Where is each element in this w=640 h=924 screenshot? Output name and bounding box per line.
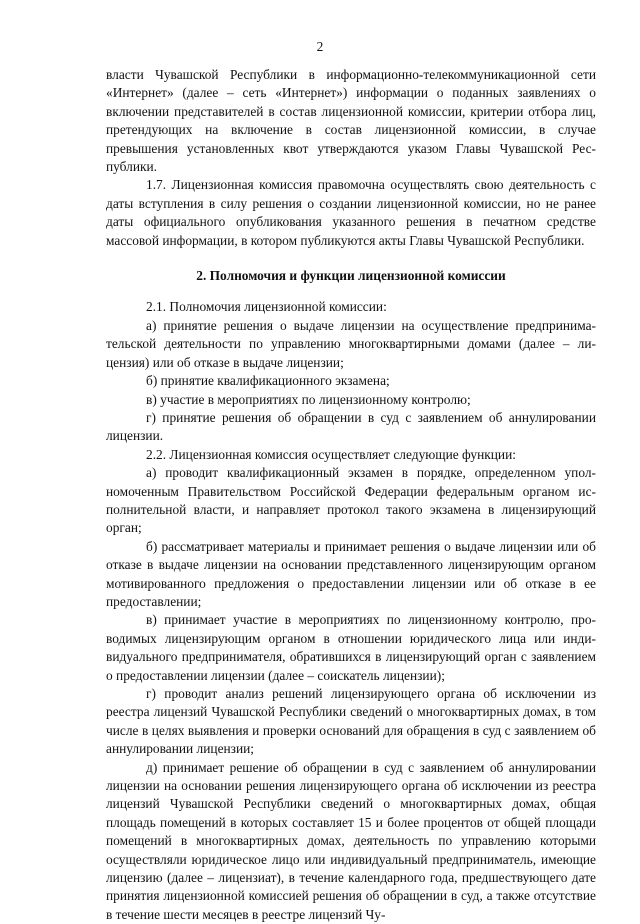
list-item-2-1-a: а) принятие решения о выдаче лицензии на осуществление предпринимательской деятельности по управлению многоквартирными домами (далее – лицензия) или об отказе в выдаче лицензии; (106, 317, 596, 370)
list-item-2-1-b: б) принятие квалификационного экзамена; (146, 373, 390, 389)
list-item-2-2-g: г) проводит анализ решений лицензирующего органа об исключении из реестра лицензий Чувашской Республики сведений о многоквартирных домах, в том числе в целях выявления и проверки оснований для обращения в суд с заявлением об аннулировании лицензии; (106, 686, 596, 757)
list-item-2-2-d: д) принимает решение об обращении в суд с заявлением об аннулировании лицензии на основании решения лицензирующего органа об исключении из реестра лицензий Чувашской Республики сведений о многоквартирных домах, общая площадь помещений в которых составляет 15 и более процентов от общей площади помещений в многоквартирных домах, деятельность по управлению которыми осуществляли юридическое лицо или индивидуальный предприниматель, имеющие лицензию (далее – лицензиат), в течение календарного года, предшествующего дате принятия лицензионной комиссией решения об обращении в суд, а также отсутствие в течение шести месяцев в реестре лицензий Чу- (106, 759, 596, 922)
document-body (106, 66, 596, 924)
list-item-2-2-v: в) принимает участие в мероприятиях по лицензионному контролю, проводимых лицензирующим органом в отношении юридического лица или индивидуального предпринимателя, обратившихся в лицензирующий орган с заявлением о предоставлении лицензии (далее – соискатель лицензии); (106, 612, 596, 683)
list-item-2-1-g: г) принятие решения об обращении в суд с заявлением об аннулировании лицензии. (106, 409, 596, 444)
list-item-2-1-v: в) участие в мероприятиях по лицензионному контролю; (146, 391, 471, 407)
section-heading: 2. Полномочия и функции лицензионной комиссии (196, 268, 506, 284)
list-item-2-2-a: а) проводит квалификационный экзамен в порядке, определенном уполномоченным Правительством Российской Федерации федеральным органом исполнительной власти, и направляет протокол такого экзамена в лицензирующий орган; (106, 465, 596, 536)
paragraph-2-2: 2.2. Лицензионная комиссия осуществляет следующие функции: (146, 446, 516, 462)
page-number: 2 (316, 39, 324, 54)
paragraph-1-7: 1.7. Лицензионная комиссия правомочна осуществлять свою деятельность с даты вступления в силу решения о создании лицензионной комиссии, но не ранее даты официального опубликования указанного решения в печатном средстве массовой информации, в котором публикуются акты Главы Чувашской Республики. (106, 177, 596, 248)
list-item-2-2-b: б) рассматривает материалы и принимает решения о выдаче лицензии или об отказе в выдаче лицензии на основании представленного лицензирующим органом мотивированного предложения о предоставлении лицензии или об отказе в ее предоставлении; (106, 538, 596, 609)
paragraph-continuation: власти Чувашской Республики в информационно-телекоммуникационной сети «Интернет» (далее – сеть «Интернет») информации о поданных заявлениях о включении представителей в состав лицензионной комиссии, критерии отбора лиц, претендующих на включение в состав лицензионной комиссии, в случае превышения установленных квот утверждаются указом Главы Чувашской Республики. (106, 67, 596, 175)
paragraph-2-1: 2.1. Полномочия лицензионной комиссии: (146, 299, 387, 315)
